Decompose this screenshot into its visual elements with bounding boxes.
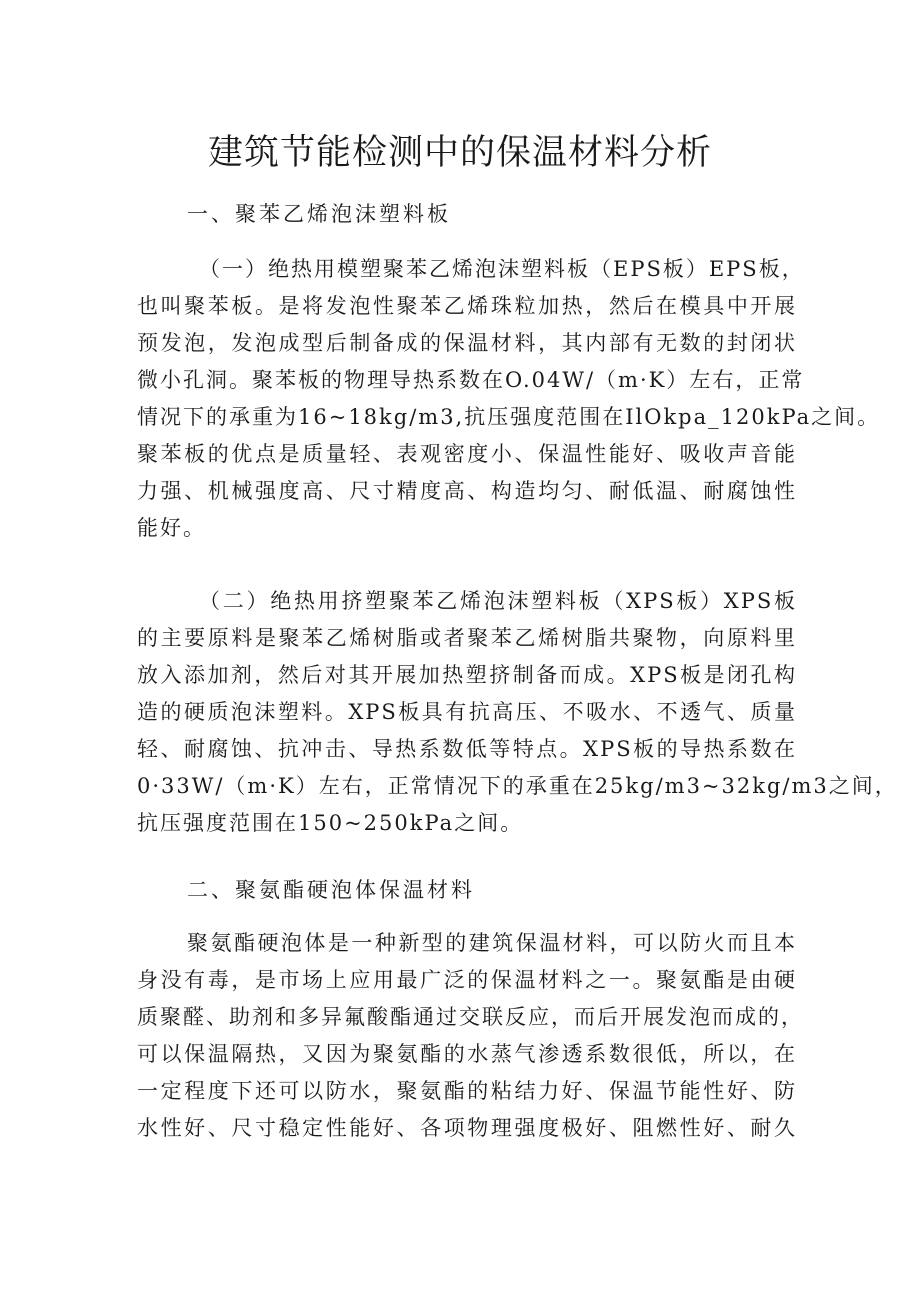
section-heading-1: 一、聚苯乙烯泡沫塑料板	[187, 202, 451, 226]
paragraph-line: 能好。	[137, 516, 206, 540]
paragraph-line: 聚苯板的优点是质量轻、表观密度小、保温性能好、吸收声音能	[137, 442, 797, 466]
paragraph-eps	[137, 251, 881, 547]
paragraph-line: 造的硬质泡沫塑料。XPS板具有抗高压、不吸水、不透气、质量	[137, 700, 797, 724]
paragraph-line: 情况下的承重为16~18kg∕m3,抗压强度范围在IlOkpa_120kPa之间。	[137, 405, 881, 429]
paragraph-polyurethane	[137, 925, 804, 1147]
paragraph-line: 放入添加剂，然后对其开展加热塑挤制备而成。XPS板是闭孔构	[137, 663, 797, 687]
document-title: 建筑节能检测中的保温材料分析	[207, 133, 712, 173]
paragraph-line: 水性好、尺寸稳定性能好、各项物理强度极好、阻燃性好、耐久	[137, 1116, 797, 1140]
paragraph-line: 0·33W/（m·K）左右，正常情况下的承重在25kg∕m3~32kg∕m3之间，	[137, 774, 898, 798]
paragraph-line: 抗压强度范围在150~250kPa之间。	[137, 811, 524, 835]
section-heading-2: 二、聚氨酯硬泡体保温材料	[187, 878, 475, 902]
paragraph-line: 的主要原料是聚苯乙烯树脂或者聚苯乙烯树脂共聚物，向原料里	[137, 626, 797, 650]
paragraph-line: （一）绝热用模塑聚苯乙烯泡沫塑料板（EPS板）EPS板，	[199, 257, 805, 281]
paragraph-line: 身没有毒，是市场上应用最广泛的保温材料之一。聚氨酯是由硬	[137, 968, 797, 992]
paragraph-line: 预发泡，发泡成型后制备成的保温材料，其内部有无数的封闭状	[137, 331, 797, 355]
paragraph-xps	[137, 583, 898, 842]
paragraph-line: 质聚醛、助剂和多异氟酸酯通过交联反应，而后开展发泡而成的，	[137, 1005, 804, 1029]
paragraph-line: 力强、机械强度高、尺寸精度高、构造均匀、耐低温、耐腐蚀性	[137, 479, 797, 503]
paragraph-line: 轻、耐腐蚀、抗冲击、导热系数低等特点。XPS板的导热系数在	[137, 737, 797, 761]
paragraph-line: 可以保温隔热，又因为聚氨酯的水蒸气渗透系数很低，所以，在	[137, 1042, 797, 1066]
paragraph-line: 一定程度下还可以防水，聚氨酯的粘结力好、保温节能性好、防	[137, 1079, 797, 1103]
paragraph-line: 微小孔洞。聚苯板的物理导热系数在O.04W/（m·K）左右，正常	[137, 368, 805, 392]
paragraph-line: （二）绝热用挤塑聚苯乙烯泡沫塑料板（XPS板）XPS板	[199, 589, 797, 613]
paragraph-line: 也叫聚苯板。是将发泡性聚苯乙烯珠粒加热，然后在模具中开展	[137, 294, 797, 318]
paragraph-line: 聚氨酯硬泡体是一种新型的建筑保温材料，可以防火而且本	[187, 931, 797, 955]
